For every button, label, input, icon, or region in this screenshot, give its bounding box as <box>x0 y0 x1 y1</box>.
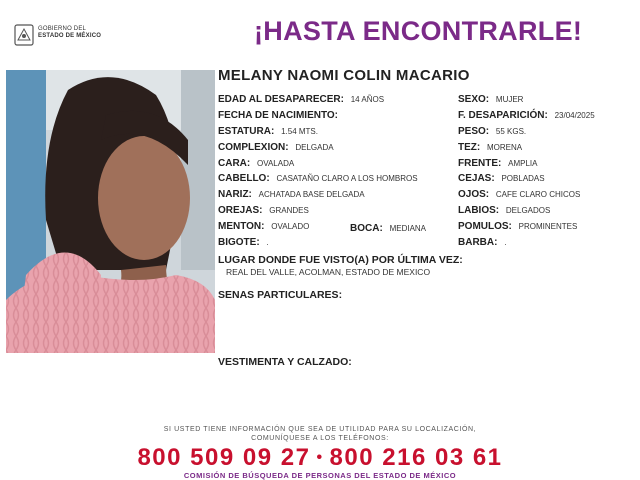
field-peso <box>458 126 526 138</box>
phone-number-2[interactable]: 800 216 03 61 <box>329 444 503 471</box>
field-label: CABELLO: <box>218 173 270 184</box>
phone-separator: • <box>316 449 324 466</box>
last-seen-value: REAL DEL VALLE, ACOLMAN, ESTADO DE MEXICO <box>226 267 431 277</box>
field-label: FECHA DE NACIMIENTO: <box>218 110 338 121</box>
field-value: MEDIANA <box>389 224 427 233</box>
field-edad <box>218 94 384 106</box>
field-label: F. DESAPARICIÓN: <box>458 110 548 121</box>
gov-line-2: ESTADO DE MÉXICO <box>38 33 102 39</box>
field-label: BOCA: <box>350 223 383 234</box>
field-value: ACHATADA BASE DELGADA <box>258 190 365 199</box>
field-value: 55 KGS. <box>495 127 527 136</box>
field-label: BARBA: <box>458 237 498 248</box>
field-bigote <box>218 237 269 249</box>
vestimenta-label: VESTIMENTA Y CALZADO: <box>218 356 352 368</box>
contact-note-line-1: SI USTED TIENE INFORMACIÓN QUE SEA DE UTILIDAD PARA SU LOCALIZACIÓN, <box>163 426 477 433</box>
field-value: MUJER <box>495 95 524 104</box>
field-value: PROMINENTES <box>518 222 578 231</box>
person-name: MELANY NAOMI COLIN MACARIO <box>218 67 470 84</box>
field-orejas <box>218 205 309 217</box>
field-label: LABIOS: <box>458 205 500 216</box>
field-value: 1.54 MTS. <box>281 127 318 136</box>
field-value: OVALADO <box>271 222 310 231</box>
field-label: OREJAS: <box>218 205 263 216</box>
field-boca <box>350 223 426 235</box>
field-label: CEJAS: <box>458 173 495 184</box>
field-ojos <box>458 189 580 201</box>
government-logo-text <box>38 26 101 40</box>
gov-line-1: GOBIERNO DEL <box>38 26 87 32</box>
field-value: 14 AÑOS <box>350 95 385 104</box>
field-sexo <box>458 94 523 106</box>
field-value: POBLADAS <box>501 174 545 183</box>
contact-note-line-2: COMUNÍQUESE A LOS TELÉFONOS: <box>251 435 389 442</box>
field-label: ESTATURA: <box>218 126 275 137</box>
field-value: GRANDES <box>269 206 309 215</box>
field-complexion <box>218 142 334 154</box>
senas-label: SENAS PARTICULARES: <box>218 289 343 301</box>
field-label: PESO: <box>458 126 490 137</box>
field-cabello <box>218 173 418 185</box>
field-label: CARA: <box>218 158 251 169</box>
headline: ¡HASTA ENCONTRARLE! <box>254 16 583 46</box>
field-value: . <box>266 238 269 247</box>
field-value: . <box>504 238 507 247</box>
field-label: OJOS: <box>458 189 490 200</box>
field-pomulos <box>458 221 577 233</box>
field-value: DELGADA <box>295 143 334 152</box>
field-value: 23/04/2025 <box>554 111 595 120</box>
field-label: POMULOS: <box>458 221 512 232</box>
field-value: DELGADOS <box>505 206 551 215</box>
field-cejas <box>458 173 545 185</box>
state-seal-icon <box>14 24 34 46</box>
field-label: SEXO: <box>458 94 490 105</box>
phone-numbers <box>0 444 640 472</box>
field-barba <box>458 237 506 249</box>
field-label: BIGOTE: <box>218 237 260 248</box>
field-value: AMPLIA <box>508 159 538 168</box>
field-labios <box>458 205 550 217</box>
field-cara <box>218 158 294 170</box>
field-desaparicion <box>458 110 595 122</box>
field-nariz <box>218 189 365 201</box>
missing-person-photo <box>6 70 215 353</box>
field-menton <box>218 221 309 233</box>
phone-number-1[interactable]: 800 509 09 27 <box>137 444 311 471</box>
field-value: CAFE CLARO CHICOS <box>495 190 581 199</box>
field-label: FRENTE: <box>458 158 502 169</box>
field-label: COMPLEXION: <box>218 142 289 153</box>
last-seen-label: LUGAR DONDE FUE VISTO(A) POR ÚLTIMA VEZ: <box>218 254 463 266</box>
commission-name: COMISIÓN DE BÚSQUEDA DE PERSONAS DEL ESTADO DE MÉXICO <box>183 471 457 480</box>
field-nacimiento <box>218 110 342 122</box>
field-value: MORENA <box>487 143 523 152</box>
field-label: NARIZ: <box>218 189 252 200</box>
field-estatura <box>218 126 318 138</box>
field-frente <box>458 158 537 170</box>
field-value: CASATAÑO CLARO A LOS HOMBROS <box>276 174 418 183</box>
field-label: TEZ: <box>458 142 481 153</box>
field-value: OVALADA <box>257 159 295 168</box>
field-tez <box>458 142 522 154</box>
field-label: MENTON: <box>218 221 265 232</box>
field-label: EDAD AL DESAPARECER: <box>218 94 344 105</box>
